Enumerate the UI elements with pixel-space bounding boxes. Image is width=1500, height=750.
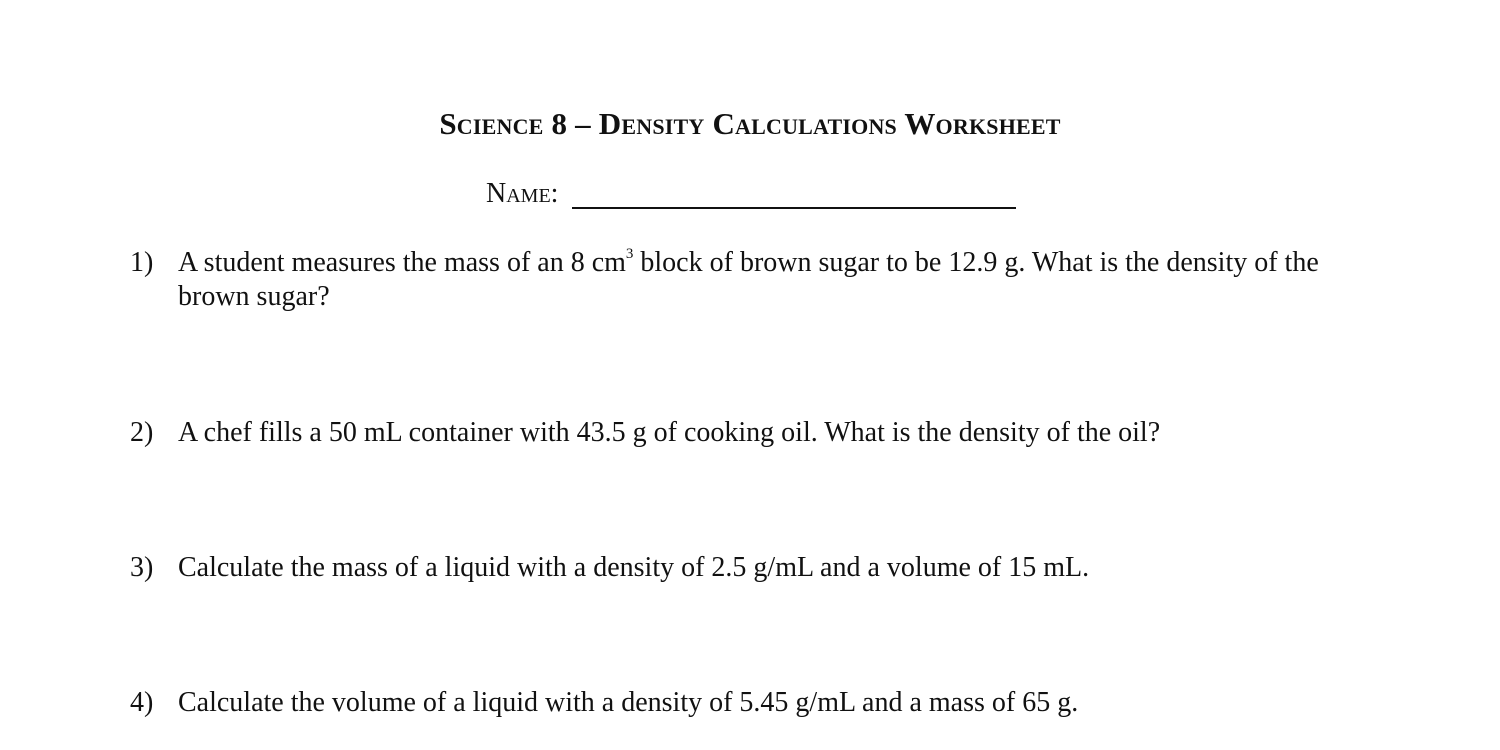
question-text-after: block of brown sugar to be 12.9 g. What is the density of the brown sugar?	[178, 247, 1319, 312]
name-blank-line	[572, 207, 1016, 209]
question-1	[130, 246, 1370, 316]
question-number: 4)	[130, 687, 154, 718]
question-text	[178, 246, 1368, 314]
question-number: 1)	[130, 247, 154, 278]
question-text: A chef fills a 50 mL container with 43.5 g of cooking oil. What is the density of the oil?	[178, 417, 1161, 448]
name-label: Name:	[486, 178, 559, 209]
question-2	[130, 416, 1370, 450]
worksheet-title: Science 8 – Density Calculations Worksheet	[439, 106, 1061, 141]
question-4	[130, 686, 1370, 720]
question-number: 3)	[130, 552, 154, 583]
question-text: Calculate the volume of a liquid with a density of 5.45 g/mL and a mass of 65 g.	[178, 687, 1079, 718]
cubic-exponent: 3	[625, 245, 634, 262]
question-number: 2)	[130, 417, 154, 448]
question-text-before: A student measures the mass of an 8 cm	[178, 247, 626, 278]
question-3	[130, 551, 1370, 585]
question-text: Calculate the mass of a liquid with a density of 2.5 g/mL and a volume of 15 mL.	[178, 552, 1090, 583]
